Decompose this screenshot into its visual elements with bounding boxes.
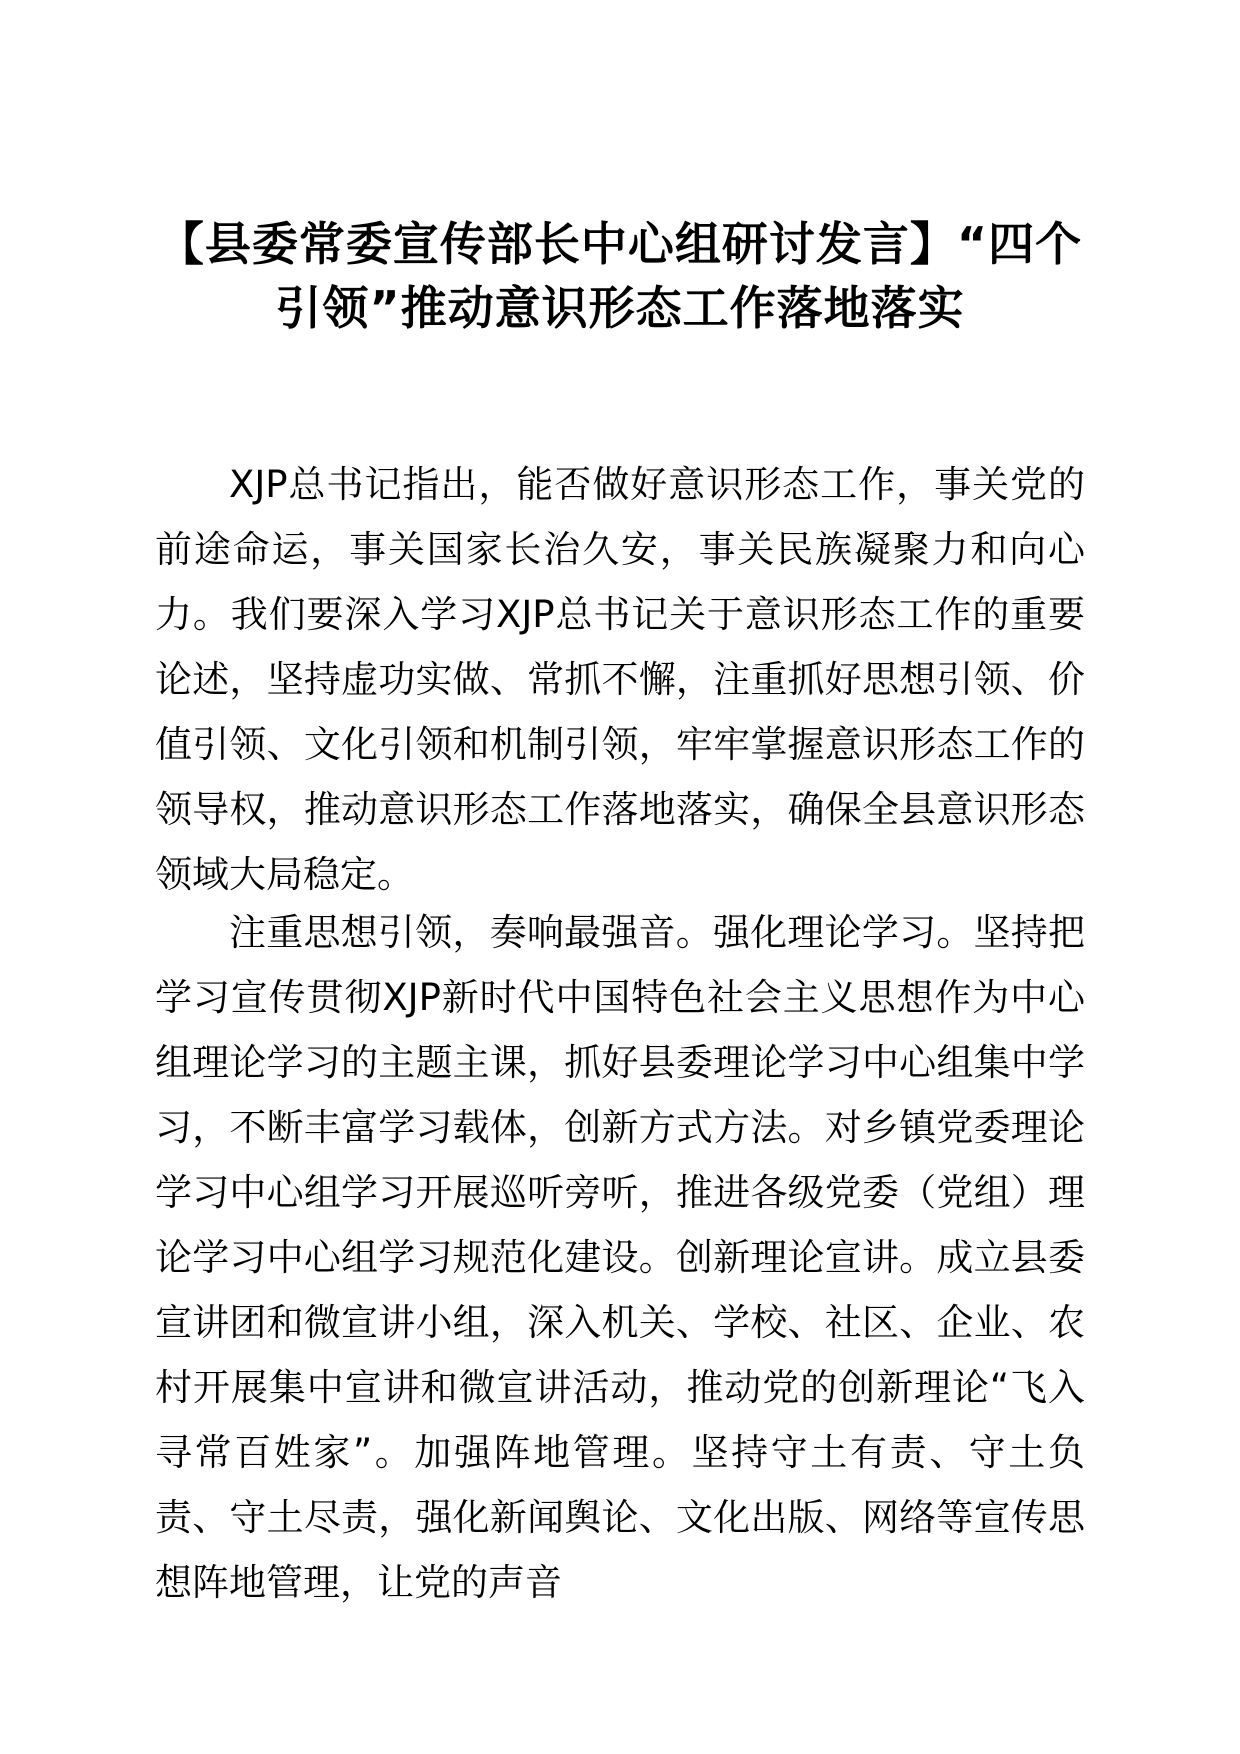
body-paragraph: XJP总书记指出，能否做好意识形态工作，事关党的前途命运，事关国家长治久安，事关民族凝聚力和向心力。我们要深入学习XJP总书记关于意识形态工作的重要论述，坚持虚功实做、常抓不懈，注重抓好思想引领、价值引领、文化引领和机制引领，牢牢掌握意识形态工作的领导权，推动意识形态工作落地落实，确保全县意识形态领域大局稳定。: [155, 463, 1085, 896]
body-paragraph-2-container: [155, 900, 1085, 1615]
body-paragraph: 注重思想引领，奏响最强音。强化理论学习。坚持把学习宣传贯彻XJP新时代中国特色社会主义思想作为中心组理论学习的主题主课，抓好县委理论学习中心组集中学习，不断丰富学习载体，创新方式方法。对乡镇党委理论学习中心组学习开展巡听旁听，推进各级党委（党组）理论学习中心组学习规范化建设。创新理论宣讲。成立县委宣讲团和微宣讲小组，深入机关、学校、社区、企业、农村开展集中宣讲和微宣讲活动，推动党的创新理论“飞入寻常百姓家”。加强阵地管理。坚持守土有责、守土负责、守土尽责，强化新闻舆论、文化出版、网络等宣传思想阵地管理，让党的声音: [155, 911, 1085, 1604]
document-title: 【县委常委宣传部长中心组研讨发言】“四个引领”推动意识形态工作落地落实: [157, 217, 1083, 335]
body-paragraph-1-container: [155, 452, 1085, 907]
